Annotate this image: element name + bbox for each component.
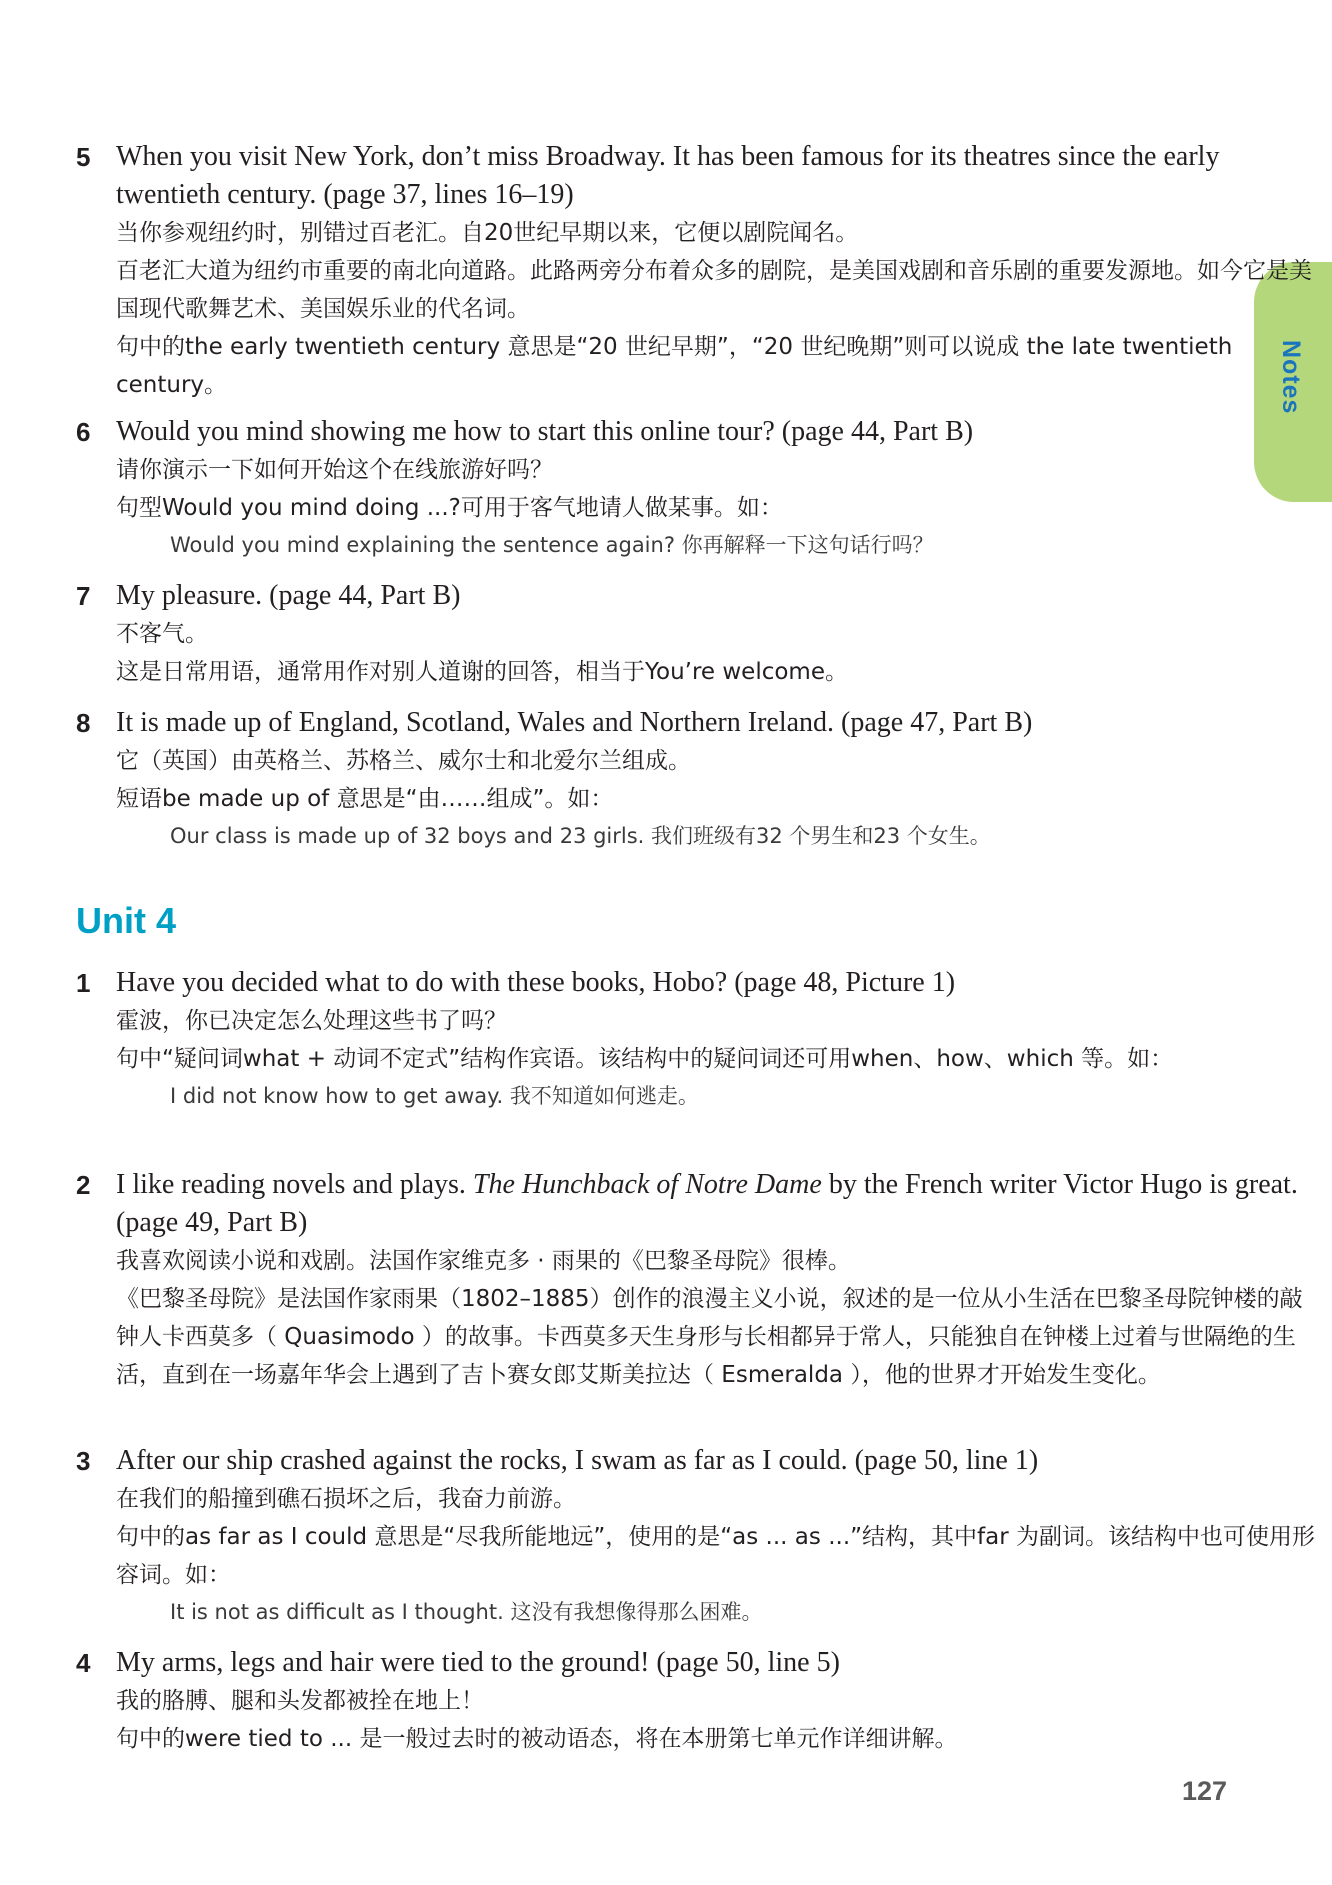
notes-tab-label: Notes xyxy=(1277,340,1305,415)
note-translation: 它（英国）由英格兰、苏格兰、威尔士和北爱尔兰组成。 xyxy=(116,748,691,774)
note-translation: 我喜欢阅读小说和戏剧。法国作家维克多 · 雨果的《巴黎圣母院》很棒。 xyxy=(116,1248,851,1274)
note-sentence: My pleasure. (page 44, Part B) xyxy=(116,580,461,611)
sentence-part: I like reading novels and plays. xyxy=(116,1169,473,1200)
note-number: 7 xyxy=(76,581,91,611)
note-explanation: 短语be made up of 意思是“由……组成”。如： xyxy=(116,786,614,812)
note-translation: 我的胳膊、腿和头发都被拴在地上！ xyxy=(116,1688,484,1714)
note-sentence: When you visit New York, don’t miss Broadway. It has been famous for its theatres since the early twentieth century. (page 37, lines 16–19) xyxy=(116,141,1220,210)
note-8 xyxy=(76,704,1256,854)
note-translation: 在我们的船撞到礁石损坏之后，我奋力前游。 xyxy=(116,1486,576,1512)
note-sentence: It is made up of England, Scotland, Wales and Northern Ireland. (page 47, Part B) xyxy=(116,707,1033,738)
note-sentence: After our ship crashed against the rocks, I swam as far as I could. (page 50, line 1) xyxy=(116,1445,1039,1476)
note-number: 6 xyxy=(76,417,91,447)
note-sentence: Would you mind showing me how to start this online tour? (page 44, Part B) xyxy=(116,416,974,447)
unit4-note-1 xyxy=(76,964,1256,1114)
note-sentence: Have you decided what to do with these books, Hobo? (page 48, Picture 1) xyxy=(116,967,956,998)
note-explanation: 句中的were tied to ... 是一般过去时的被动语态，将在本册第七单元作详细讲解。 xyxy=(116,1726,958,1752)
note-sentence xyxy=(116,1166,1326,1242)
note-explanation: 句中的as far as I could 意思是“尽我所能地远”，使用的是“as ... as ...”结构，其中far 为副词。该结构中也可使用形容词。如： xyxy=(116,1524,1315,1588)
page-number: 127 xyxy=(1182,1776,1228,1806)
unit4-note-4 xyxy=(76,1644,1256,1758)
note-example: I did not know how to get away. 我不知道如何逃走。 xyxy=(170,1084,699,1108)
note-translation: 霍波，你已决定怎么处理这些书了吗？ xyxy=(116,1008,507,1034)
note-6 xyxy=(76,413,1256,563)
note-number: 8 xyxy=(76,708,91,738)
note-explanation: 句型Would you mind doing ...?可用于客气地请人做某事。如： xyxy=(116,495,783,521)
note-number: 3 xyxy=(76,1446,91,1476)
unit4-note-3 xyxy=(76,1442,1315,1630)
note-number: 1 xyxy=(76,968,91,998)
unit4-note-2 xyxy=(76,1166,1303,1394)
note-example: Our class is made up of 32 boys and 23 girls. 我们班级有32 个男生和23 个女生。 xyxy=(170,824,991,848)
book-title: The Hunchback of Notre Dame xyxy=(472,1169,822,1200)
note-number: 2 xyxy=(76,1170,91,1200)
note-translation: 当你参观纽约时，别错过百老汇。自20世纪早期以来，它便以剧院闻名。 xyxy=(116,220,859,246)
note-number: 5 xyxy=(76,142,91,172)
note-explanation: 《巴黎圣母院》是法国作家雨果（1802–1885）创作的浪漫主义小说，叙述的是一位从小生活在巴黎圣母院钟楼的敲钟人卡西莫多（ Quasimodo ）的故事。卡西莫多天生身形与长相都异于常人，只能独自在钟楼上过着与世隔绝的生活，直到在一场嘉年华会上遇到了吉卜赛女郎艾斯美拉达（ Esmeralda ），他的世界才开始发生变化。 xyxy=(116,1286,1303,1388)
note-explanation: 百老汇大道为纽约市重要的南北向道路。此路两旁分布着众多的剧院，是美国戏剧和音乐剧的重要发源地。如今它是美国现代歌舞艺术、美国娱乐业的代名词。 xyxy=(116,258,1312,322)
note-explanation: 这是日常用语，通常用作对别人道谢的回答，相当于You’re welcome。 xyxy=(116,659,848,685)
note-example: Would you mind explaining the sentence again? 你再解释一下这句话行吗？ xyxy=(170,533,934,557)
note-translation: 不客气。 xyxy=(116,621,208,647)
note-7 xyxy=(76,577,1256,691)
note-number: 4 xyxy=(76,1648,91,1678)
note-example: It is not as difficult as I thought. 这没有我想像得那么困难。 xyxy=(170,1600,763,1624)
unit-4-heading: Unit 4 xyxy=(76,900,177,941)
note-explanation: 句中“疑问词what + 动词不定式”结构作宾语。该结构中的疑问词还可用when、how、which 等。如： xyxy=(116,1046,1174,1072)
note-explanation: 句中的the early twentieth century 意思是“20 世纪早期”，“20 世纪晚期”则可以说成 the late twentieth century。 xyxy=(116,334,1233,398)
sentence-part: by the French writer Victor Hugo is great. (page 49, Part B) xyxy=(116,1169,1298,1238)
note-translation: 请你演示一下如何开始这个在线旅游好吗？ xyxy=(116,457,553,483)
note-sentence: My arms, legs and hair were tied to the ground! (page 50, line 5) xyxy=(116,1647,840,1678)
